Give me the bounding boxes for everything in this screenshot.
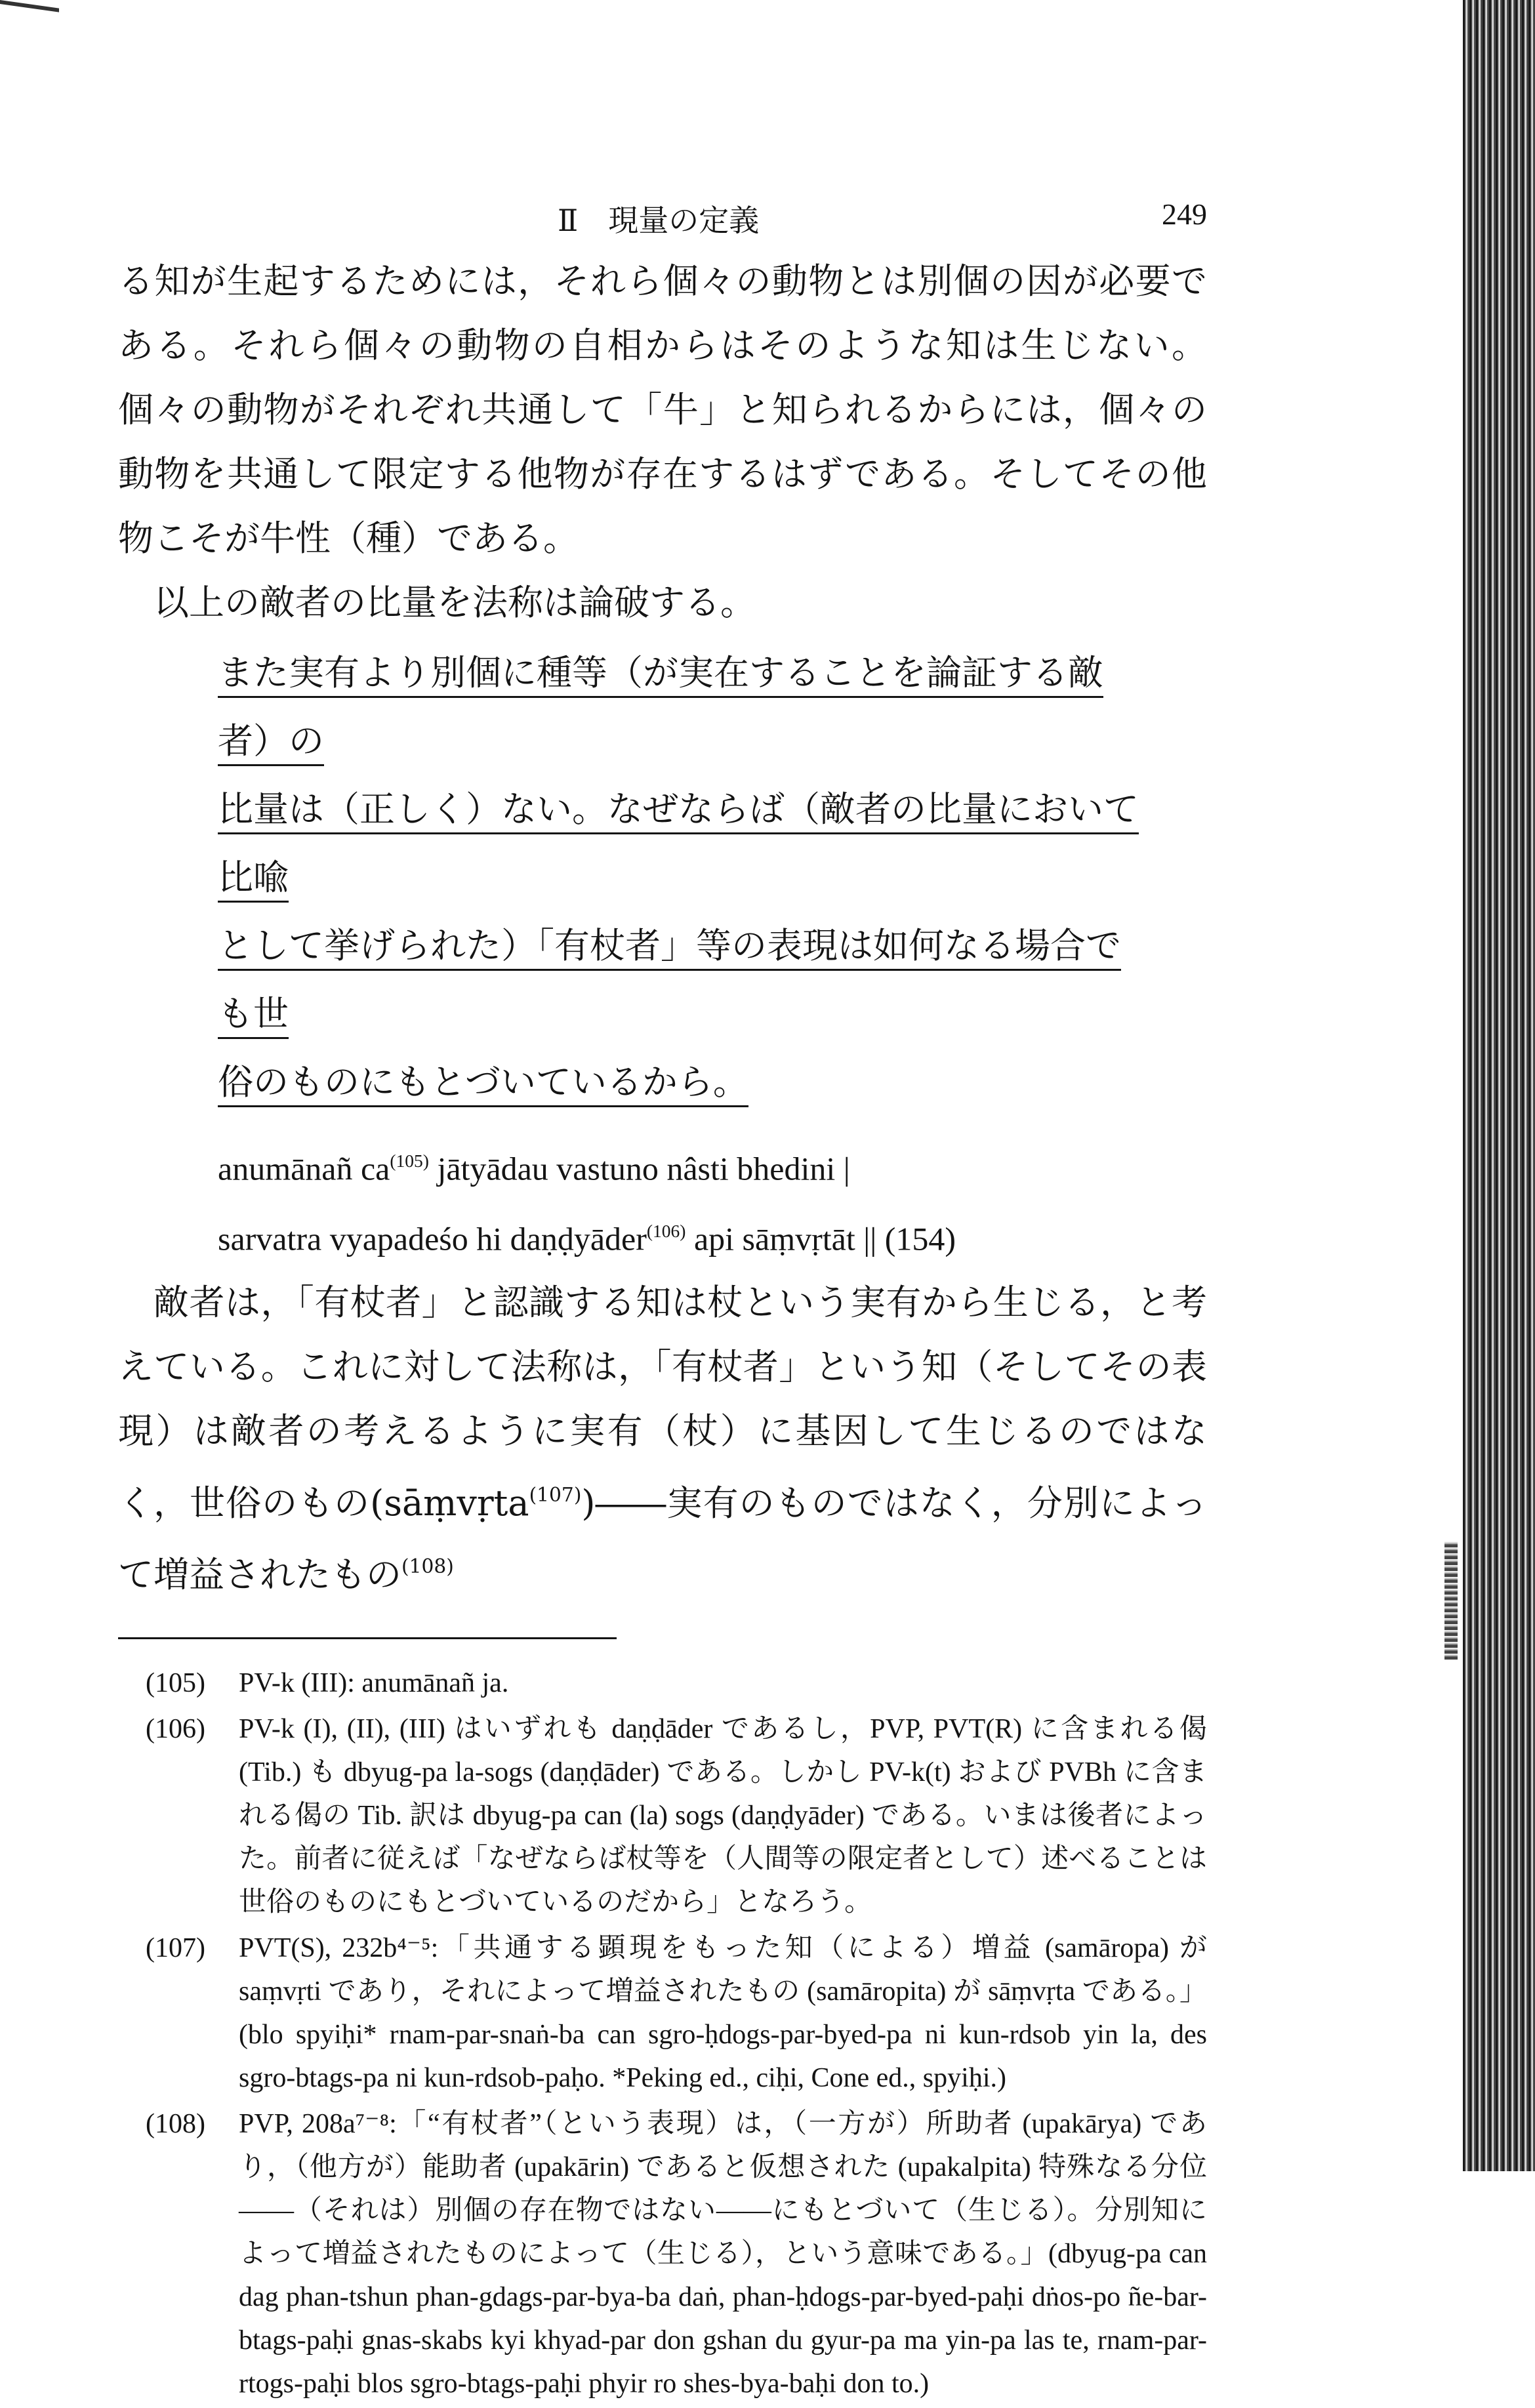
footnote-107 — [118, 1927, 1207, 2100]
quote-line-3 — [218, 912, 1143, 1048]
footnote-divider — [118, 1637, 617, 1639]
verse-line-2-a: sarvatra vyapadeśo hi daṇḍyāder — [218, 1220, 647, 1257]
note-ref-107: (107) — [529, 1483, 582, 1507]
footnote-108 — [118, 2102, 1207, 2405]
quote-line-2-text: 比量は（正しく）ない。なぜならば（敵者の比量において比喩 — [218, 788, 1139, 903]
footnote-text: PVP, 208a⁷⁻⁸:「“有杖者”（という表現）は，（一方が）所助者 (upakārya) であり，（他方が）能助者 (upakārin) であると仮想された (upakalpita) 特殊なる分位――（それは）別個の存在物ではない――にもとづいて（生じる）。分別知によって増益されたものによって（生じる），という意味である。」(dbyug-pa can dag phan-tshun phan-gdags-par-bya-ba daṅ, phan-ḥdogs-par-byed-paḥi dṅos-po ñe-bar-btags-paḥi gnas-skabs kyi khyad-par don gshan du gyur-pa ma yin-pa las te, rnam-par-rtogs-paḥi blos sgro-btags-paḥi phyir ro shes-bya-baḥi don to.) — [239, 2109, 1207, 2399]
footnote-text: PV-k (I), (II), (III) はいずれも daṇḍāder であるし，PVP, PVT(R) に含まれる偈 (Tib.) も dbyug-pa la-sogs (daṇḍāder) である。しかし PV-k(t) および PVBh に含まれる偈の Tib. 訳は dbyug-pa can (la) sogs (daṇḍyāder) である。いまは後者によった。前者に従えば「なぜならば杖等を（人間等の限定者として）述べることは世俗のものにもとづいているのだから」となろう。 — [239, 1714, 1207, 1918]
paragraph-3-part-2: )――実有のものではなく，分別によって増益されたもの — [118, 1482, 1207, 1596]
note-ref-108: (108) — [401, 1555, 454, 1579]
quote-line-1-text: また実有より別個に種等（が実在することを論証する敵者）の — [218, 652, 1103, 766]
quote-line-4 — [218, 1048, 1143, 1116]
footnotes — [118, 1662, 1207, 2405]
footnote-number: (106) — [146, 1714, 205, 1745]
note-ref-105: (105) — [390, 1151, 429, 1171]
quote-line-1 — [218, 639, 1143, 775]
verse-line-1-b: jātyādau vastuno nâsti bhedini | — [428, 1150, 850, 1187]
footnote-105 — [118, 1662, 1207, 1705]
quote-line-2 — [218, 775, 1143, 912]
footnote-text: PVT(S), 232b⁴⁻⁵:「共通する顕現をもった知（による）増益 (samāropa) が saṃvṛti であり，それによって増益されたもの (samāropita) が sāṃvṛta である。」(blo spyiḥi* rnam-par-snaṅ-ba can sgro-ḥdogs-par-byed-pa ni kun-rdsob yin la, des sgro-btags-pa ni kun-rdsob-paḥo. *Peking ed., ciḥi, Cone ed., spyiḥi.) — [239, 1933, 1207, 2094]
paragraph-3 — [118, 1271, 1207, 1608]
verse-line-1 — [218, 1130, 1207, 1200]
running-head — [118, 190, 1207, 249]
footnote-number: (107) — [146, 1933, 205, 1964]
paragraph-1: る知が生起するためには，それら個々の動物とは別個の因が必要である。それら個々の動物の自相からはそのような知は生じない。個々の動物がそれぞれ共通して「牛」と知られるからには，個々の動物を共通して限定する他物が存在するはずである。そしてその他物こそが牛性（種）である。 — [118, 260, 1207, 559]
note-ref-106: (106) — [646, 1221, 686, 1242]
paragraph-2: 以上の敵者の比量を法称は論破する。 — [154, 582, 756, 623]
verse-line-2 — [218, 1200, 1207, 1270]
quote-line-3-text: として挙げられた）「有杖者」等の表現は如何なる場合でも世 — [218, 925, 1121, 1039]
scan-binding-edge — [1463, 0, 1535, 2171]
verse-line-2-b: api sāṃvṛtāt || (154) — [686, 1220, 956, 1257]
verse-line-1-a: anumānañ ca — [218, 1150, 390, 1187]
chapter-title: Ⅱ 現量の定義 — [558, 203, 760, 238]
quoted-translation — [218, 639, 1143, 1116]
footnote-number: (108) — [146, 2109, 205, 2140]
footnote-106 — [118, 1707, 1207, 1924]
main-text — [118, 249, 1207, 1607]
scan-bleed-mark — [1444, 1541, 1458, 1660]
footnote-number: (105) — [146, 1668, 205, 1699]
footnote-text: PV-k (III): anumānañ ja. — [239, 1668, 509, 1699]
quote-line-4-text: 俗のものにもとづいているから。 — [218, 1061, 748, 1107]
page-number: 249 — [1162, 197, 1207, 231]
scan-corner-mark — [0, 0, 59, 65]
book-page — [118, 190, 1207, 2408]
paragraph-3-part-1: 敵者は，「有杖者」と認識する知は杖という実有から生じる，と考えている。これに対して法称は，「有杖者」という知（そしてその表現）は敵者の考えるように実有（杖）に基因して生じるのではなく，世俗のもの(sāṃvṛta — [118, 1281, 1207, 1524]
sanskrit-verse — [218, 1130, 1207, 1271]
